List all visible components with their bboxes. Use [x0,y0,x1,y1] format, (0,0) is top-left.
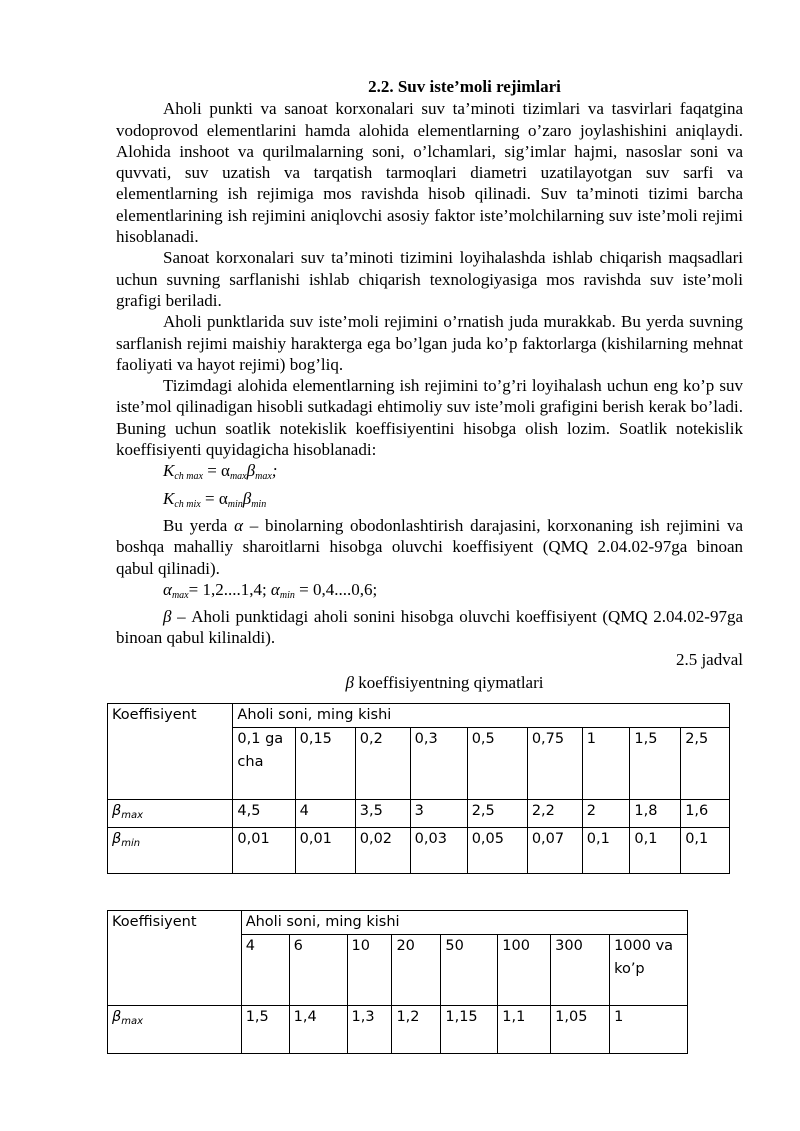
paragraph-alpha: Bu yerda α – binolarning obodonlashtirish darajasini, korxonaning ish rejimini va boshqa mahalliy sharoitlarni hisobga oluvchi koeffisiyent (QMQ 2.04.02-97ga binoan qabul qilinadi). [116,515,744,578]
table-cell: 0,03 [410,828,467,874]
table-cell: 0,1 [681,828,730,874]
section-heading: 2.2. Suv iste’moli rejimlari [368,77,561,96]
table-cell: 4 [295,800,355,828]
table-cell: 0,1 [582,828,630,874]
column-header: 2,5 [681,728,730,800]
paragraph-4: Tizimdagi alohida elementlarning ish rejimini to’g’ri loyihalash uchun eng ko’p suv iste’mol qilinadigan hisobli sutkadagi ehtimoliy suv iste’moli grafigini berish kerak bo’ladi. Buning uchun soatlik notekislik koeffisiyentini hisobga olish lozim. Soatlik notekislik koeffisiyenti quyidagicha hisoblanadi: [116,376,743,460]
row-label: $\beta_{max}$ [108,1006,242,1054]
header-koeffisiyent: Koeffisiyent [108,704,233,800]
column-header: 1000 va ko’p [610,935,688,1006]
table-cell: 1,4 [289,1006,347,1054]
column-header: 1 [582,728,630,800]
paragraph-3: Aholi punktlarida suv iste’moli rejimini o’rnatish juda murakkab. Bu yerda suvning sarflanish rejimi maishiy harakterga ega bo’lgan juda ko’p faktorlarga (kishilarning mehnat faoliyati va hayot rejimi) bog’liq. [116,312,743,374]
column-header: 0,2 [355,728,410,800]
alpha-ranges: $\alpha_{max}= 1,2....1,4$; $\alpha_{min} = 0,4....0,6$; [163,579,378,601]
table-cell: 4,5 [233,800,295,828]
table-cell: 1,8 [630,800,681,828]
column-header: 1,5 [630,728,681,800]
table-cell: 1,2 [392,1006,441,1054]
table-cell: 2,5 [467,800,527,828]
column-header: 6 [289,935,347,1006]
table-cell: 2 [582,800,630,828]
table-cell: 1 [610,1006,688,1054]
column-header: 4 [241,935,289,1006]
table-cell: 1,3 [347,1006,392,1054]
table-cell: 0,01 [233,828,295,874]
table-cell: 3 [410,800,467,828]
column-header: 20 [392,935,441,1006]
header-aholi-soni: Aholi soni, ming kishi [233,704,730,728]
table-cell: 0,07 [527,828,582,874]
column-header: 50 [441,935,498,1006]
beta-table-1 [107,703,730,874]
table-cell: 0,02 [355,828,410,874]
column-header: 0,15 [295,728,355,800]
formula-k-min: $K_{ch mix} = \alpha_{min}\beta_{min}$ [163,488,267,510]
column-header: 0,1 gacha [233,728,295,800]
table-cell: 1,05 [551,1006,610,1054]
table-number: 2.5 jadval [675,649,743,669]
table-title: β koeffisiyentning qiymatlari [345,673,544,693]
column-header: 0,3 [410,728,467,800]
paragraph-1: Aholi punkti va sanoat korxonalari suv ta’minoti tizimlari va tasvirlari faqatgina vodoprovod elementlarini hamda alohida elementlarning o’zaro joylashishini aniqlaydi. Alohida inshoot va qurilmalarning soni, o’lchamlari, sig’imlar hajmi, nasoslar soni va quvvati, suv uzatish va tarqatish tarmoqlari diametri uzatilayotgan suv sarfi va elementlarning ish rejimiga mos ravishda hisob qilinadi. Suv ta’minoti tizimi barcha elementlarining ish rejimini aniqlovchi asosiy faktor iste’molchilarning suv iste’moli rejimi hisoblanadi. [116,99,743,247]
document-page [116,76,743,693]
column-header: 0,75 [527,728,582,800]
table-row-beta-min [108,828,730,874]
beta-table-2 [107,910,688,1054]
table-cell: 3,5 [355,800,410,828]
table-cell: 0,1 [630,828,681,874]
table-cell: 0,05 [467,828,527,874]
row-label: $\beta_{max}$ [108,800,233,828]
header-koeffisiyent: Koeffisiyent [108,911,242,1006]
table-cell: 1,5 [241,1006,289,1054]
table-row-beta-max [108,800,730,828]
paragraph-2: Sanoat korxonalari suv ta’minoti tizimini loyihalashda ishlab chiqarish maqsadlari uchun suvning sarflanishi ishlab chiqarish texnologiyasiga mos ravishda suv iste’moli grafigi beriladi. [116,248,743,310]
table-row-beta-max [108,1006,688,1054]
formula-k-max: $K_{ch max} = \alpha_{max}\beta_{max}$; [163,461,278,483]
column-header: 300 [551,935,610,1006]
header-aholi-soni: Aholi soni, ming kishi [241,911,687,935]
table-cell: 2,2 [527,800,582,828]
column-header: 10 [347,935,392,1006]
row-label: $\beta_{min}$ [108,828,233,874]
table-cell: 0,01 [295,828,355,874]
table-cell: 1,1 [498,1006,551,1054]
table-cell: 1,6 [681,800,730,828]
column-header: 100 [498,935,551,1006]
table-cell: 1,15 [441,1006,498,1054]
paragraph-beta: β – Aholi punktidagi aholi sonini hisobga oluvchi koeffisiyent (QMQ 2.04.02-97ga binoan qabul kilinaldi). [116,607,743,648]
column-header: 0,5 [467,728,527,800]
